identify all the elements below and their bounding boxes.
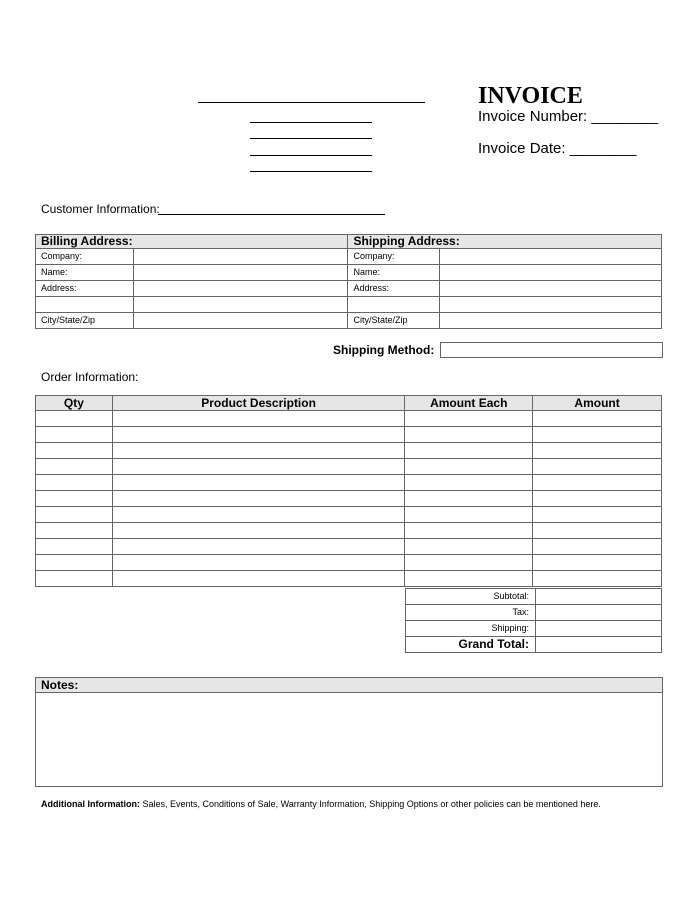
amount-cell[interactable] <box>533 491 662 507</box>
notes-header: Notes: <box>36 678 662 693</box>
shipping-method-label: Shipping Method: <box>333 343 435 357</box>
billing-address2-field[interactable] <box>133 297 348 313</box>
order-info-label: Order Information: <box>41 370 139 384</box>
order-row <box>36 507 662 523</box>
description-cell[interactable] <box>112 523 404 539</box>
tax-label: Tax: <box>406 605 536 621</box>
billing-address-label: Address: <box>36 281 134 297</box>
shipping-label: Shipping: <box>406 621 536 637</box>
order-row <box>36 555 662 571</box>
order-row <box>36 491 662 507</box>
amount-cell[interactable] <box>533 571 662 587</box>
description-cell[interactable] <box>112 427 404 443</box>
amount-cell[interactable] <box>533 475 662 491</box>
description-cell[interactable] <box>112 507 404 523</box>
shipping-company-label: Company: <box>348 249 440 265</box>
company-address-line-1[interactable] <box>250 122 372 123</box>
billing-citystatezip-field[interactable] <box>133 313 348 329</box>
company-address-line-3[interactable] <box>250 155 372 156</box>
invoice-title: INVOICE <box>478 83 583 109</box>
billing-address-field[interactable] <box>133 281 348 297</box>
description-cell[interactable] <box>112 475 404 491</box>
qty-cell[interactable] <box>36 427 113 443</box>
additional-info <box>41 799 601 809</box>
tax-field[interactable] <box>536 605 662 621</box>
column-header-amount: Amount <box>533 396 662 411</box>
shipping-company-field[interactable] <box>440 249 662 265</box>
shipping-address2-field[interactable] <box>440 297 662 313</box>
shipping-address-header: Shipping Address: <box>348 235 662 249</box>
description-cell[interactable] <box>112 459 404 475</box>
description-cell[interactable] <box>112 555 404 571</box>
amount-cell[interactable] <box>533 443 662 459</box>
order-rows <box>36 411 662 587</box>
amount-each-cell[interactable] <box>405 523 533 539</box>
additional-info-label: Additional Information: <box>41 799 140 809</box>
amount-cell[interactable] <box>533 411 662 427</box>
qty-cell[interactable] <box>36 475 113 491</box>
qty-cell[interactable] <box>36 539 113 555</box>
order-row <box>36 459 662 475</box>
qty-cell[interactable] <box>36 507 113 523</box>
amount-cell[interactable] <box>533 539 662 555</box>
amount-cell[interactable] <box>533 427 662 443</box>
order-table <box>35 395 662 587</box>
amount-each-cell[interactable] <box>405 459 533 475</box>
notes-box <box>35 677 663 787</box>
shipping-name-label: Name: <box>348 265 440 281</box>
column-header-description: Product Description <box>112 396 404 411</box>
shipping-citystatezip-label: City/State/Zip <box>348 313 440 329</box>
qty-cell[interactable] <box>36 411 113 427</box>
order-row <box>36 571 662 587</box>
company-name-line[interactable] <box>198 102 425 103</box>
customer-info-line[interactable] <box>158 214 385 215</box>
address-table <box>35 234 662 329</box>
amount-each-cell[interactable] <box>405 491 533 507</box>
billing-address2-label <box>36 297 134 313</box>
amount-cell[interactable] <box>533 555 662 571</box>
qty-cell[interactable] <box>36 523 113 539</box>
company-address-line-2[interactable] <box>250 138 372 139</box>
description-cell[interactable] <box>112 539 404 555</box>
qty-cell[interactable] <box>36 491 113 507</box>
company-address-line-4[interactable] <box>250 171 372 172</box>
order-row <box>36 411 662 427</box>
description-cell[interactable] <box>112 411 404 427</box>
amount-each-cell[interactable] <box>405 555 533 571</box>
grand-total-label: Grand Total: <box>406 637 536 653</box>
amount-each-cell[interactable] <box>405 443 533 459</box>
amount-each-cell[interactable] <box>405 507 533 523</box>
description-cell[interactable] <box>112 443 404 459</box>
totals-table <box>405 588 662 653</box>
grand-total-field[interactable] <box>536 637 662 653</box>
amount-each-cell[interactable] <box>405 571 533 587</box>
amount-cell[interactable] <box>533 459 662 475</box>
subtotal-label: Subtotal: <box>406 589 536 605</box>
qty-cell[interactable] <box>36 555 113 571</box>
amount-each-cell[interactable] <box>405 427 533 443</box>
billing-company-field[interactable] <box>133 249 348 265</box>
shipping-method-field[interactable] <box>440 342 663 358</box>
order-row <box>36 427 662 443</box>
amount-each-cell[interactable] <box>405 539 533 555</box>
additional-info-text: Sales, Events, Conditions of Sale, Warranty Information, Shipping Options or other policies can be mentioned here. <box>140 799 601 809</box>
shipping-address-label: Address: <box>348 281 440 297</box>
amount-cell[interactable] <box>533 507 662 523</box>
notes-field[interactable] <box>36 693 662 786</box>
column-header-amount-each: Amount Each <box>405 396 533 411</box>
shipping-address-field[interactable] <box>440 281 662 297</box>
shipping-field[interactable] <box>536 621 662 637</box>
invoice-number-label: Invoice Number: ________ <box>478 108 659 125</box>
amount-each-cell[interactable] <box>405 475 533 491</box>
billing-name-label: Name: <box>36 265 134 281</box>
amount-each-cell[interactable] <box>405 411 533 427</box>
billing-name-field[interactable] <box>133 265 348 281</box>
amount-cell[interactable] <box>533 523 662 539</box>
shipping-address2-label <box>348 297 440 313</box>
qty-cell[interactable] <box>36 443 113 459</box>
billing-company-label: Company: <box>36 249 134 265</box>
column-header-qty: Qty <box>36 396 113 411</box>
subtotal-field[interactable] <box>536 589 662 605</box>
billing-address-header: Billing Address: <box>36 235 348 249</box>
billing-citystatezip-label: City/State/Zip <box>36 313 134 329</box>
customer-info-label: Customer Information: <box>41 202 160 216</box>
order-row <box>36 539 662 555</box>
description-cell[interactable] <box>112 571 404 587</box>
shipping-name-field[interactable] <box>440 265 662 281</box>
description-cell[interactable] <box>112 491 404 507</box>
qty-cell[interactable] <box>36 459 113 475</box>
order-row <box>36 443 662 459</box>
order-row <box>36 523 662 539</box>
order-row <box>36 475 662 491</box>
qty-cell[interactable] <box>36 571 113 587</box>
shipping-citystatezip-field[interactable] <box>440 313 662 329</box>
invoice-date-label: Invoice Date: ________ <box>478 140 637 157</box>
